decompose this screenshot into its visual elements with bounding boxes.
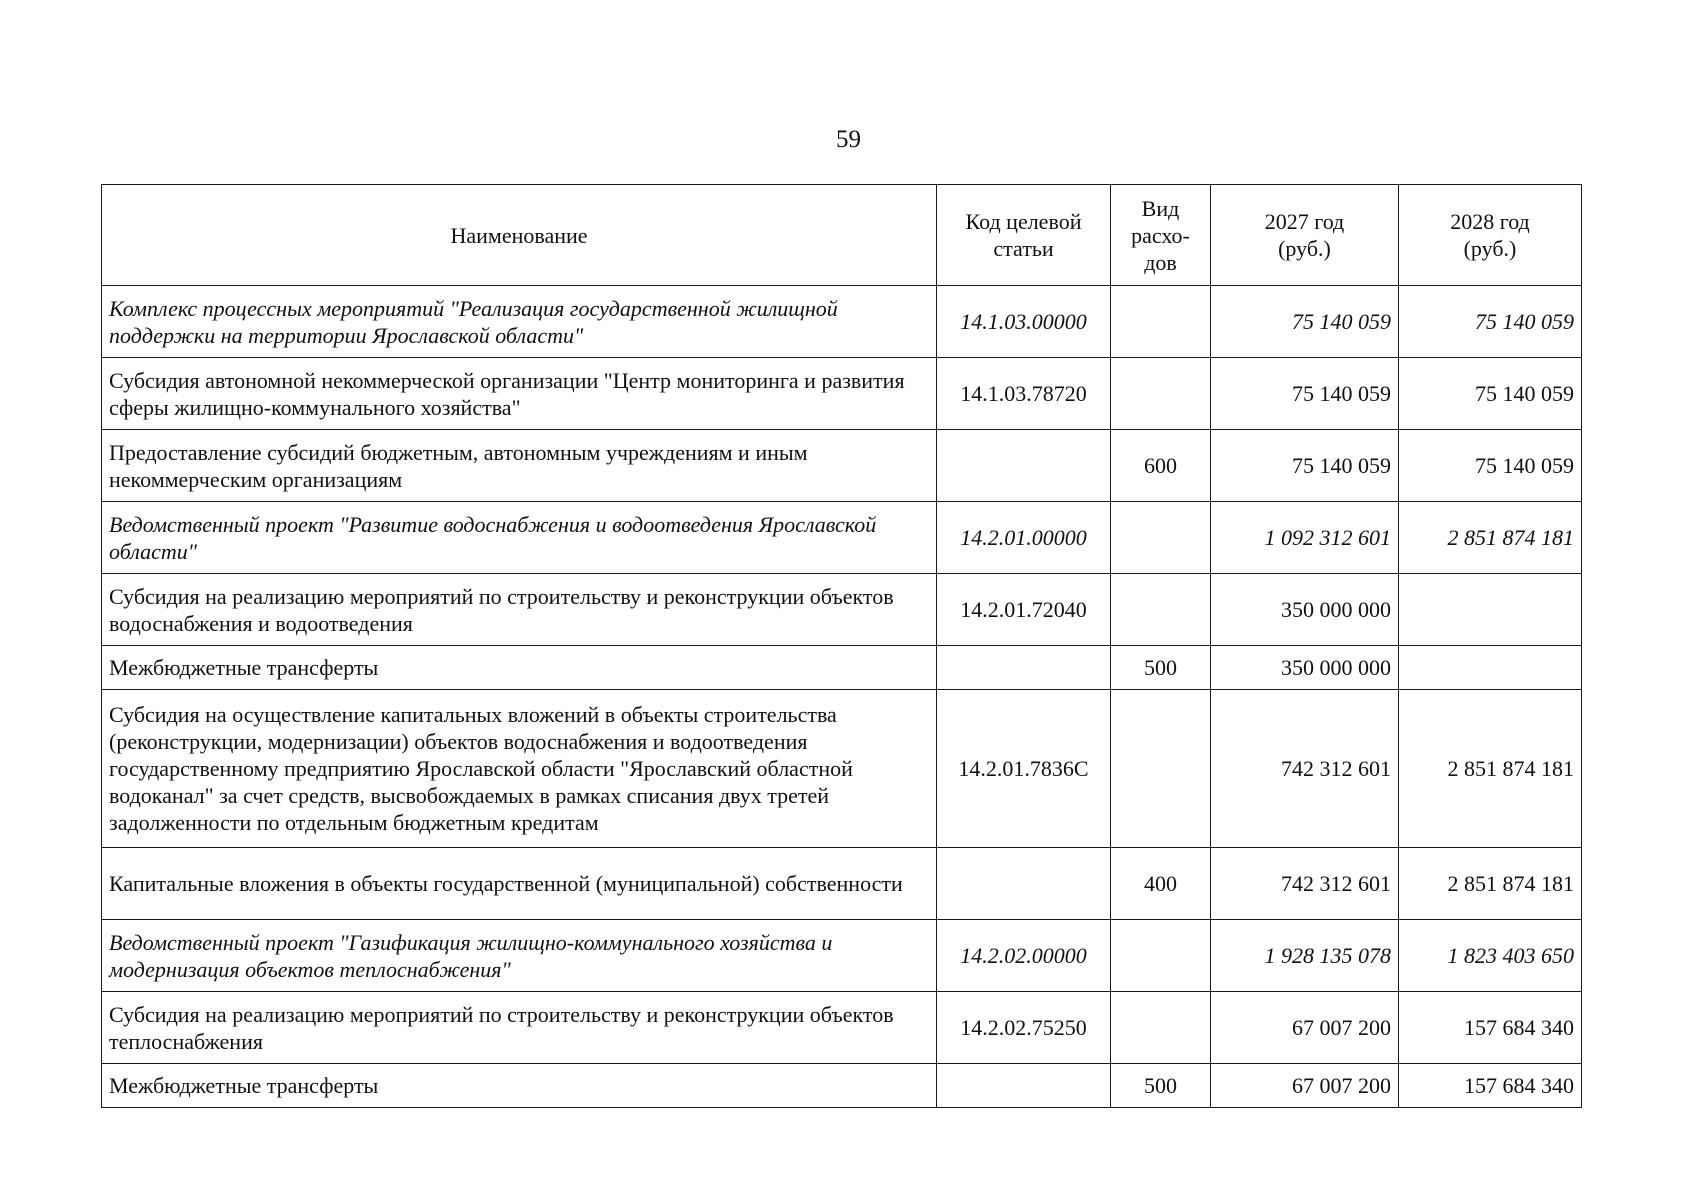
header-target-code: Код целевой статьи bbox=[937, 185, 1111, 286]
row-2027: 742 312 601 bbox=[1211, 848, 1399, 920]
page-number: 59 bbox=[836, 126, 861, 153]
row-name: Субсидия на реализацию мероприятий по строительству и реконструкции объектов теплоснабжения bbox=[102, 992, 937, 1064]
row-2028: 157 684 340 bbox=[1399, 992, 1582, 1064]
row-2028: 2 851 874 181 bbox=[1399, 502, 1582, 574]
row-name: Субсидия на реализацию мероприятий по строительству и реконструкции объектов водоснабжения и водоотведения bbox=[102, 574, 937, 646]
row-2028: 2 851 874 181 bbox=[1399, 848, 1582, 920]
table-row bbox=[102, 992, 1582, 1064]
table-header-row bbox=[102, 185, 1582, 286]
row-name: Ведомственный проект "Газификация жилищно-коммунального хозяйства и модернизация объектов теплоснабжения" bbox=[102, 920, 937, 992]
row-code bbox=[937, 430, 1111, 502]
row-2027: 350 000 000 bbox=[1211, 646, 1399, 690]
row-name: Предоставление субсидий бюджетным, автономным учреждениям и иным некоммерческим организациям bbox=[102, 430, 937, 502]
row-kind: 500 bbox=[1111, 646, 1211, 690]
row-2028 bbox=[1399, 574, 1582, 646]
row-code: 14.2.01.72040 bbox=[937, 574, 1111, 646]
table-row bbox=[102, 358, 1582, 430]
table-row bbox=[102, 430, 1582, 502]
table-row bbox=[102, 690, 1582, 848]
row-code bbox=[937, 646, 1111, 690]
row-name: Ведомственный проект "Развитие водоснабжения и водоотведения Ярославской области" bbox=[102, 502, 937, 574]
row-kind bbox=[1111, 502, 1211, 574]
row-code: 14.2.01.7836С bbox=[937, 690, 1111, 848]
row-name: Межбюджетные трансферты bbox=[102, 1064, 937, 1108]
header-year-2028: 2028 год (руб.) bbox=[1399, 185, 1582, 286]
row-name: Субсидия на осуществление капитальных вложений в объекты строительства (реконструкции, модернизации) объектов водоснабжения и водоотведения государственному предприятию Ярославской области "Ярославский областной водоканал" за счет средств, высвобождаемых в рамках списания двух третей задолженности по отдельным бюджетным кредитам bbox=[102, 690, 937, 848]
row-kind bbox=[1111, 920, 1211, 992]
table-row bbox=[102, 1064, 1582, 1108]
budget-table bbox=[101, 184, 1582, 1108]
row-2027: 350 000 000 bbox=[1211, 574, 1399, 646]
row-kind: 400 bbox=[1111, 848, 1211, 920]
row-code: 14.1.03.00000 bbox=[937, 286, 1111, 358]
row-name: Межбюджетные трансферты bbox=[102, 646, 937, 690]
row-2028: 75 140 059 bbox=[1399, 286, 1582, 358]
row-code bbox=[937, 848, 1111, 920]
row-name: Субсидия автономной некоммерческой организации "Центр мониторинга и развития сферы жилищно-коммунального хозяйства" bbox=[102, 358, 937, 430]
row-code bbox=[937, 1064, 1111, 1108]
row-2027: 1 928 135 078 bbox=[1211, 920, 1399, 992]
row-2027: 1 092 312 601 bbox=[1211, 502, 1399, 574]
row-2028 bbox=[1399, 646, 1582, 690]
row-2028: 75 140 059 bbox=[1399, 430, 1582, 502]
row-kind bbox=[1111, 358, 1211, 430]
row-2028: 157 684 340 bbox=[1399, 1064, 1582, 1108]
row-2027: 67 007 200 bbox=[1211, 1064, 1399, 1108]
row-2027: 742 312 601 bbox=[1211, 690, 1399, 848]
header-year-2027: 2027 год (руб.) bbox=[1211, 185, 1399, 286]
header-expense-kind: Вид расхо- дов bbox=[1111, 185, 1211, 286]
row-2028: 2 851 874 181 bbox=[1399, 690, 1582, 848]
row-code: 14.2.02.75250 bbox=[937, 992, 1111, 1064]
row-2027: 75 140 059 bbox=[1211, 358, 1399, 430]
row-code: 14.2.01.00000 bbox=[937, 502, 1111, 574]
row-kind bbox=[1111, 574, 1211, 646]
table-row bbox=[102, 502, 1582, 574]
table-row bbox=[102, 848, 1582, 920]
row-kind bbox=[1111, 286, 1211, 358]
table-row bbox=[102, 920, 1582, 992]
row-code: 14.1.03.78720 bbox=[937, 358, 1111, 430]
row-2027: 75 140 059 bbox=[1211, 430, 1399, 502]
table-row bbox=[102, 574, 1582, 646]
header-name: Наименование bbox=[102, 185, 937, 286]
row-2027: 75 140 059 bbox=[1211, 286, 1399, 358]
row-kind: 600 bbox=[1111, 430, 1211, 502]
row-code: 14.2.02.00000 bbox=[937, 920, 1111, 992]
table-row bbox=[102, 646, 1582, 690]
row-name: Комплекс процессных мероприятий "Реализация государственной жилищной поддержки на территории Ярославской области" bbox=[102, 286, 937, 358]
row-name: Капитальные вложения в объекты государственной (муниципальной) собственности bbox=[102, 848, 937, 920]
row-kind bbox=[1111, 690, 1211, 848]
table-row bbox=[102, 286, 1582, 358]
row-2028: 75 140 059 bbox=[1399, 358, 1582, 430]
row-2028: 1 823 403 650 bbox=[1399, 920, 1582, 992]
row-kind: 500 bbox=[1111, 1064, 1211, 1108]
row-kind bbox=[1111, 992, 1211, 1064]
row-2027: 67 007 200 bbox=[1211, 992, 1399, 1064]
